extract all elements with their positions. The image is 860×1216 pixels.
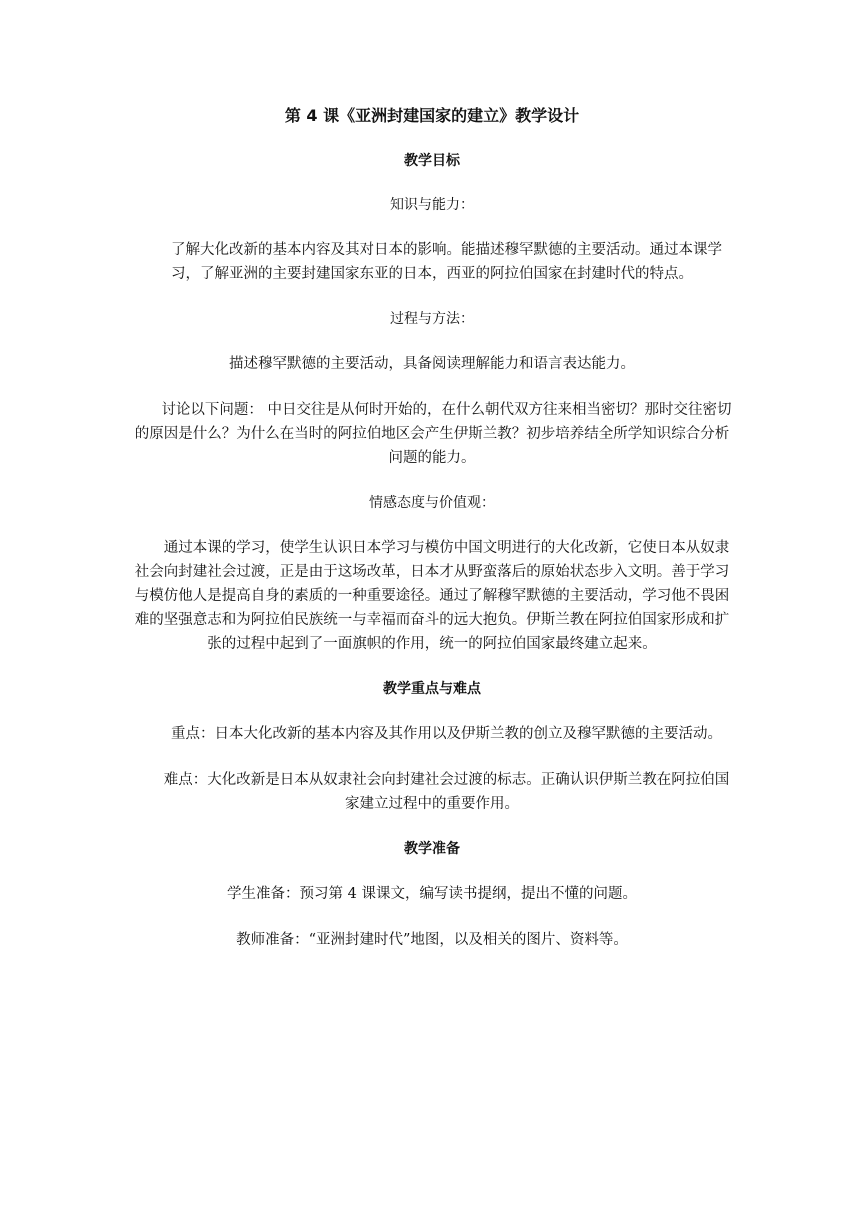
process-method-text: 描述穆罕默德的主要活动，具备阅读理解能力和语言表达能力。 bbox=[229, 356, 635, 372]
preparation-heading: 教学准备 bbox=[404, 841, 460, 857]
process-method-heading: 过程与方法： bbox=[390, 311, 474, 327]
difficulty-text: 难点：大化改新是日本从奴隶社会向封建社会过渡的标志。正确认识伊斯兰教在阿拉伯国家建立过程中的重要作用。 bbox=[163, 772, 730, 812]
knowledge-ability-heading: 知识与能力： bbox=[390, 197, 474, 213]
knowledge-ability-text: 了解大化改新的基本内容及其对日本的影响。能描述穆罕默德的主要活动。通过本课学习，了解亚洲的主要封建国家东亚的日本，西亚的阿拉伯国家在封建时代的特点。 bbox=[171, 242, 722, 282]
emotion-values-text: 通过本课的学习，使学生认识日本学习与模仿中国文明进行的大化改新，它使日本从奴隶社会向封建社会过渡，正是由于这场改革，日本才从野蛮落后的原始状态步入文明。善于学习与模仿他人是提高自身的素质的一种重要途径。通过了解穆罕默德的主要活动，学习他不畏困难的坚强意志和为阿拉伯民族统一与幸福而奋斗的远大抱负。伊斯兰教在阿拉伯国家形成和扩张的过程中起到了一面旗帜的作用，统一的阿拉伯国家最终建立起来。 bbox=[134, 540, 730, 652]
document-title: 第 4 课《亚洲封建国家的建立》教学设计 bbox=[284, 106, 580, 125]
student-preparation-text: 学生准备：预习第 4 课课文，编写读书提纲，提出不懂的问题。 bbox=[227, 886, 637, 902]
focus-text: 重点：日本大化改新的基本内容及其作用以及伊斯兰教的创立及穆罕默德的主要活动。 bbox=[171, 726, 722, 742]
teacher-preparation-text: 教师准备：“亚洲封建时代”地图，以及相关的图片、资料等。 bbox=[236, 932, 628, 948]
key-points-heading: 教学重点与难点 bbox=[383, 681, 481, 697]
document-body bbox=[132, 104, 732, 974]
teaching-goals-heading: 教学目标 bbox=[404, 153, 460, 169]
discussion-text: 讨论以下问题： 中日交往是从何时开始的，在什么朝代双方往来相当密切？那时交往密切的原因是什么？为什么在当时的阿拉伯地区会产生伊斯兰教？初步培养结全所学知识综合分析问题的能力。 bbox=[134, 402, 732, 466]
emotion-values-heading: 情感态度与价值观： bbox=[369, 495, 495, 511]
